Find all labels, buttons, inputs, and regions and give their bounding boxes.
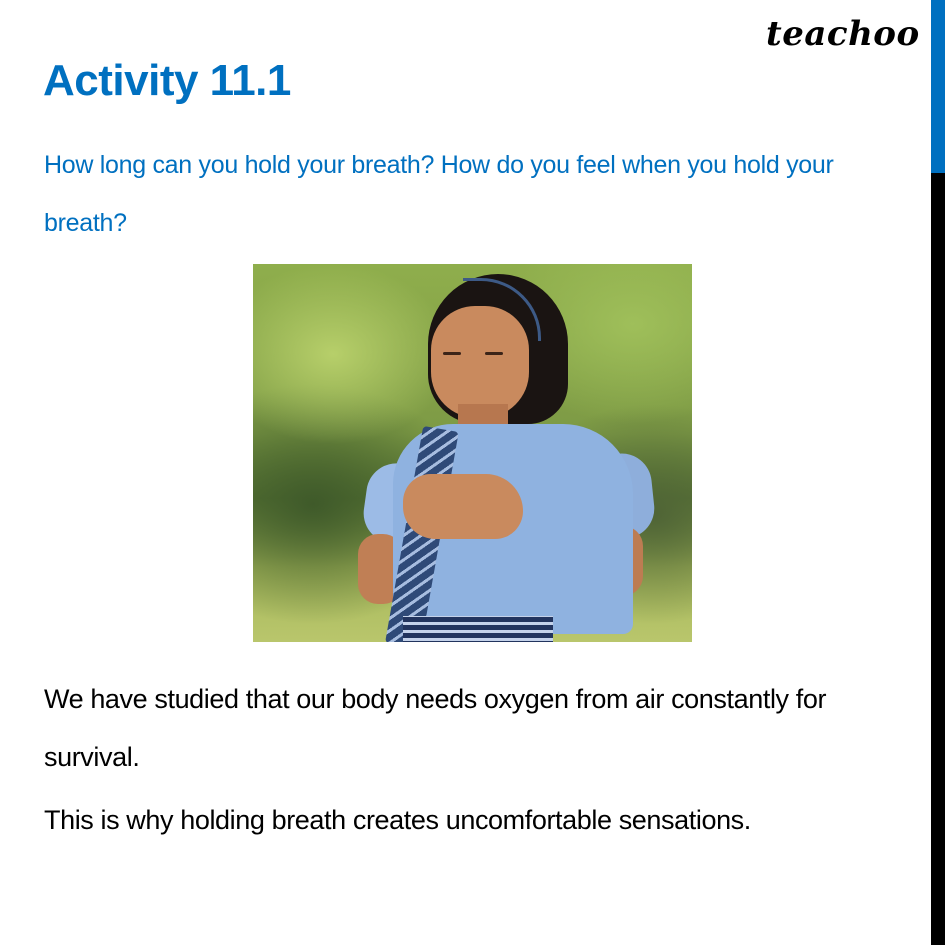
photo-hands (403, 474, 523, 539)
paragraph-uncomfortable-sensations: This is why holding breath creates uncomfortable sensations. (44, 805, 751, 835)
slide-title: Activity 11.1 (43, 56, 291, 105)
photo-eye-right (485, 352, 503, 355)
accent-bar-black (931, 173, 945, 945)
teachoo-logo: teachoo (766, 14, 920, 54)
accent-bar-blue (931, 0, 945, 173)
activity-question: How long can you hold your breath? How do you feel when you hold your breath? (44, 151, 834, 237)
photo-belt (403, 616, 553, 642)
photo-eye-left (443, 352, 461, 355)
girl-holding-breath-photo (253, 264, 692, 642)
paragraph-oxygen-need: We have studied that our body needs oxygen from air constantly for survival. (44, 684, 827, 772)
